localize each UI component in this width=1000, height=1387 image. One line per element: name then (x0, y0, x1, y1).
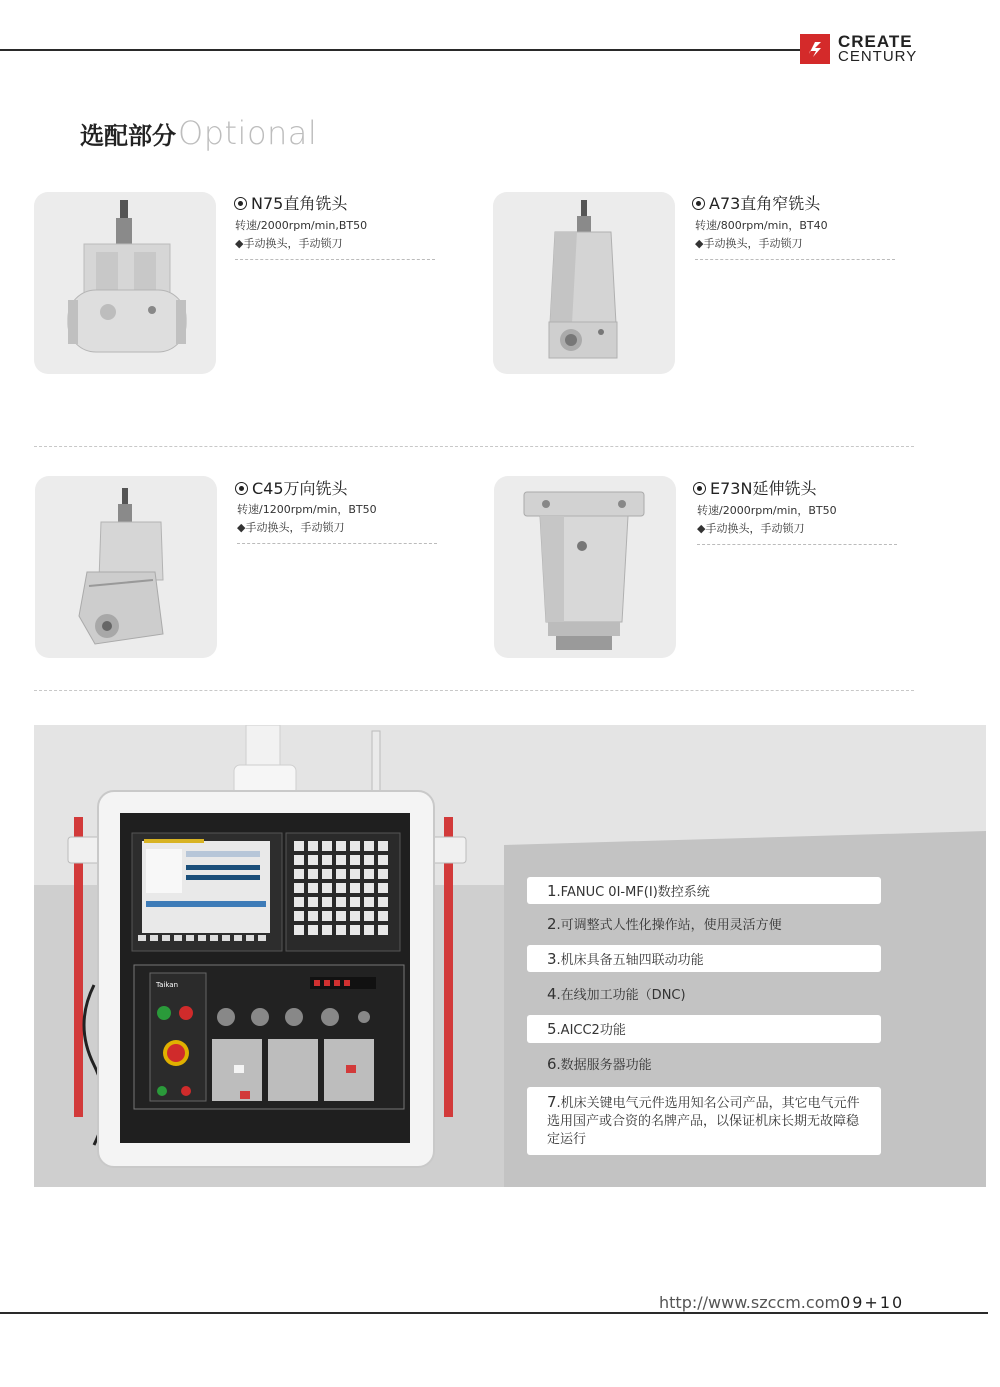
keypad-key (364, 841, 374, 851)
product-image-c45 (35, 476, 217, 658)
product-note-e73n: ◆手动换头，手动锁刀 (697, 522, 805, 535)
footer-url (659, 1293, 904, 1312)
product-divider (235, 259, 435, 260)
keypad-key (308, 897, 318, 907)
footer-rule (0, 1312, 988, 1314)
product-note-c45: ◆手动换头，手动锁刀 (237, 521, 345, 534)
keypad-key (294, 897, 304, 907)
keypad-key (294, 911, 304, 921)
keypad-key (308, 855, 318, 865)
product-title-e73n: E73N延伸铣头 (693, 476, 816, 499)
keypad-key (336, 841, 346, 851)
product-image-e73n (494, 476, 676, 658)
feature-item-6: 6.数据服务器功能 (547, 1055, 652, 1073)
keypad-key (364, 869, 374, 879)
product-divider (695, 259, 895, 260)
product-image-a73 (493, 192, 675, 374)
feature-item-4: 4.在线加工功能（DNC) (547, 985, 686, 1003)
keypad-key (322, 841, 332, 851)
keypad-key (364, 855, 374, 865)
keypad-key (378, 911, 388, 921)
product-title-a73: A73直角窄铣头 (692, 191, 820, 214)
product-spec-c45: 转速/1200rpm/min，BT50 (237, 503, 377, 516)
keypad-key (322, 897, 332, 907)
keypad-key (322, 883, 332, 893)
product-divider (697, 544, 897, 545)
product-divider (237, 543, 437, 544)
product-title-c45: C45万向铣头 (235, 476, 348, 499)
feature-item-2: 2.可调整式人性化操作站，使用灵活方便 (547, 915, 782, 933)
keypad-key (350, 925, 360, 935)
feature-item-5: 5.AICC2功能 (527, 1015, 881, 1043)
website-link[interactable]: http://www.szccm.com (659, 1293, 841, 1312)
product-title-n75: N75直角铣头 (234, 191, 347, 214)
keypad-key (350, 869, 360, 879)
feature-item-7: 7.机床关键电气元件选用知名公司产品，其它电气元件选用国产或合资的名牌产品，以保证机床长期无故障稳定运行 (527, 1087, 881, 1155)
keypad-key (378, 841, 388, 851)
brand-logo-mark (800, 34, 830, 64)
keypad-key (322, 911, 332, 921)
section-title-zh: 选配部分 (80, 122, 176, 150)
product-spec-n75: 转速/2000rpm/min,BT50 (235, 219, 368, 232)
keypad-key (378, 883, 388, 893)
product-spec-e73n: 转速/2000rpm/min，BT50 (697, 504, 837, 517)
keypad-key (294, 883, 304, 893)
keypad-key (378, 925, 388, 935)
section-title (80, 114, 317, 152)
keypad-key (294, 855, 304, 865)
keypad-key (378, 897, 388, 907)
keypad-key (336, 911, 346, 921)
keypad-key (336, 925, 346, 935)
keypad-key (308, 925, 318, 935)
keypad-key (336, 897, 346, 907)
keypad-key (308, 911, 318, 921)
keypad-key (308, 841, 318, 851)
keypad-key (350, 897, 360, 907)
keypad-key (294, 869, 304, 879)
keypad-key (322, 855, 332, 865)
brand-logo (800, 34, 917, 64)
page-number: 09+10 (840, 1293, 905, 1312)
keypad-key (336, 869, 346, 879)
product-note-n75: ◆手动换头，手动锁刀 (235, 237, 343, 250)
keypad-key (308, 869, 318, 879)
product-image-n75 (34, 192, 216, 374)
keypad-key (364, 883, 374, 893)
header-rule (0, 49, 800, 51)
row-divider (34, 690, 914, 691)
brand-name-line1: CREATE (838, 32, 913, 51)
keypad-key (350, 855, 360, 865)
keypad-key (350, 883, 360, 893)
keypad-key (350, 841, 360, 851)
keypad-key (364, 911, 374, 921)
keypad-key (322, 925, 332, 935)
keypad-key (294, 925, 304, 935)
brand-name-line2: CENTURY (838, 48, 918, 65)
keypad-key (322, 869, 332, 879)
row-divider (34, 446, 914, 447)
control-panel-brand-label: Taikan (156, 981, 179, 989)
keypad-key (350, 911, 360, 921)
control-panel-image (34, 725, 504, 1187)
keypad-key (294, 841, 304, 851)
keypad-key (378, 855, 388, 865)
keypad-key (364, 925, 374, 935)
keypad-key (308, 883, 318, 893)
keypad-key (336, 883, 346, 893)
keypad-key (364, 897, 374, 907)
product-note-a73: ◆手动换头，手动锁刀 (695, 237, 803, 250)
keypad-key (378, 869, 388, 879)
keypad-key (336, 855, 346, 865)
feature-item-1: 1.FANUC 0I-MF(I)数控系统 (527, 877, 881, 904)
product-spec-a73: 转速/800rpm/min，BT40 (695, 219, 828, 232)
feature-item-3: 3.机床具备五轴四联动功能 (527, 945, 881, 972)
section-title-en: Optional (178, 114, 318, 152)
